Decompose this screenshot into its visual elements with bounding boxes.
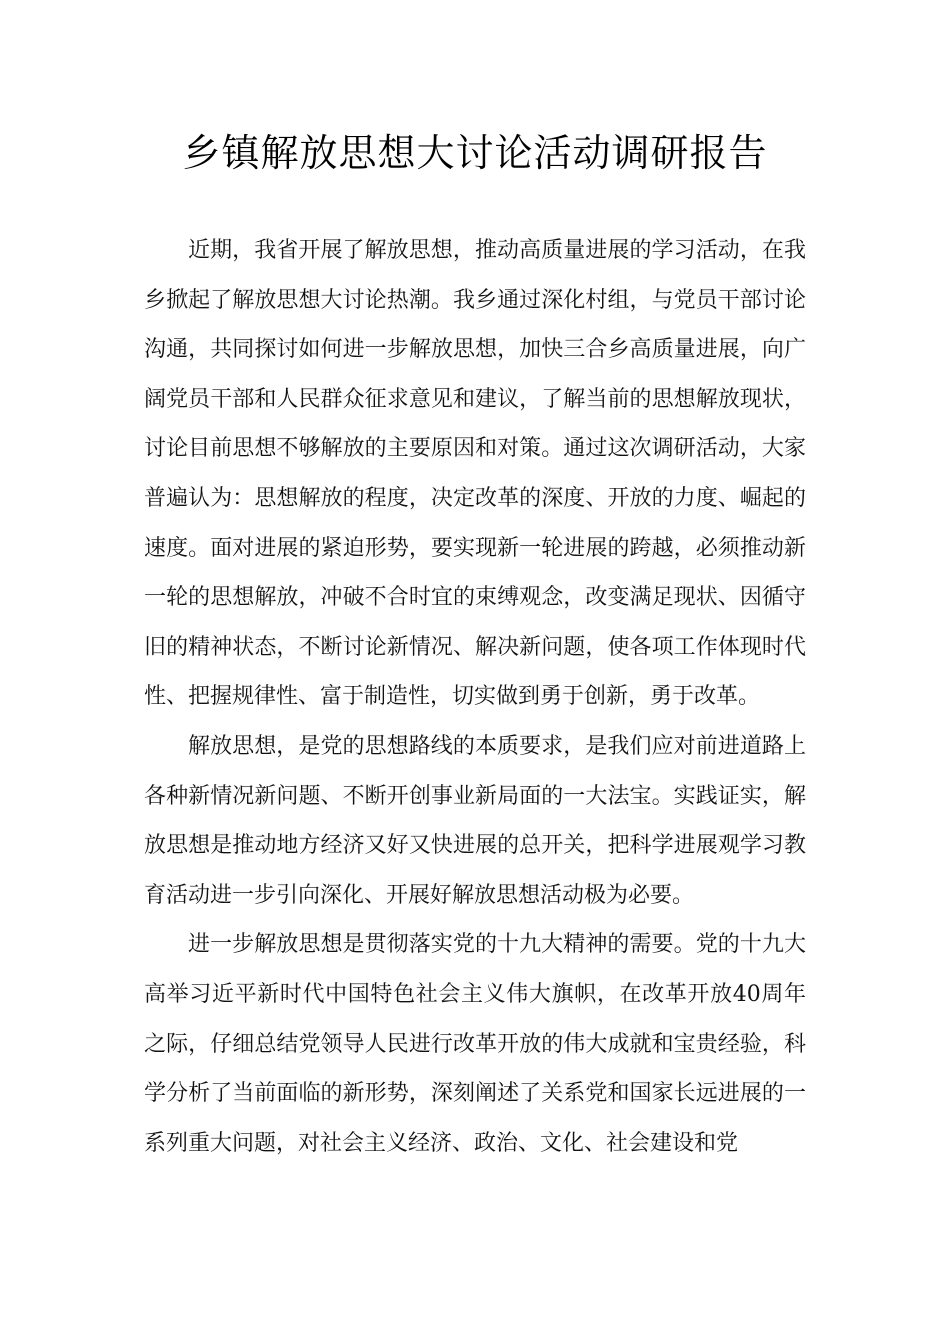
document-body <box>144 226 806 1168</box>
paragraph-3: 进一步解放思想是贯彻落实党的十九大精神的需要。党的十九大高举习近平新时代中国特色社会主义伟大旗帜，在改革开放40周年之际，仔细总结党领导人民进行改革开放的伟大成就和宝贵经验，科学分析了当前面临的新形势，深刻阐述了关系党和国家长远进展的一系列重大问题，对社会主义经济、政治、文化、社会建设和党 <box>144 932 806 1156</box>
paragraph-1: 近期，我省开展了解放思想，推动高质量进展的学习活动，在我乡掀起了解放思想大讨论热潮。我乡通过深化村组，与党员干部讨论沟通，共同探讨如何进一步解放思想，加快三合乡高质量进展，向广阔党员干部和人民群众征求意见和建议，了解当前的思想解放现状，讨论目前思想不够解放的主要原因和对策。通过这次调研活动，大家普遍认为：思想解放的程度，决定改革的深度、开放的力度、崛起的速度。面对进展的紧迫形势，要实现新一轮进展的跨越，必须推动新一轮的思想解放，冲破不合时宜的束缚观念，改变满足现状、因循守旧的精神状态，不断讨论新情况、解决新问题，使各项工作体现时代性、把握规律性、富于制造性，切实做到勇于创新，勇于改革。 <box>144 238 806 710</box>
paragraph-2: 解放思想，是党的思想路线的本质要求，是我们应对前进道路上各种新情况新问题、不断开创事业新局面的一大法宝。实践证实，解放思想是推动地方经济又好又快进展的总开关，把科学进展观学习教育活动进一步引向深化、开展好解放思想活动极为必要。 <box>144 733 806 908</box>
document-title: 乡镇解放思想大讨论活动调研报告 <box>182 131 768 175</box>
